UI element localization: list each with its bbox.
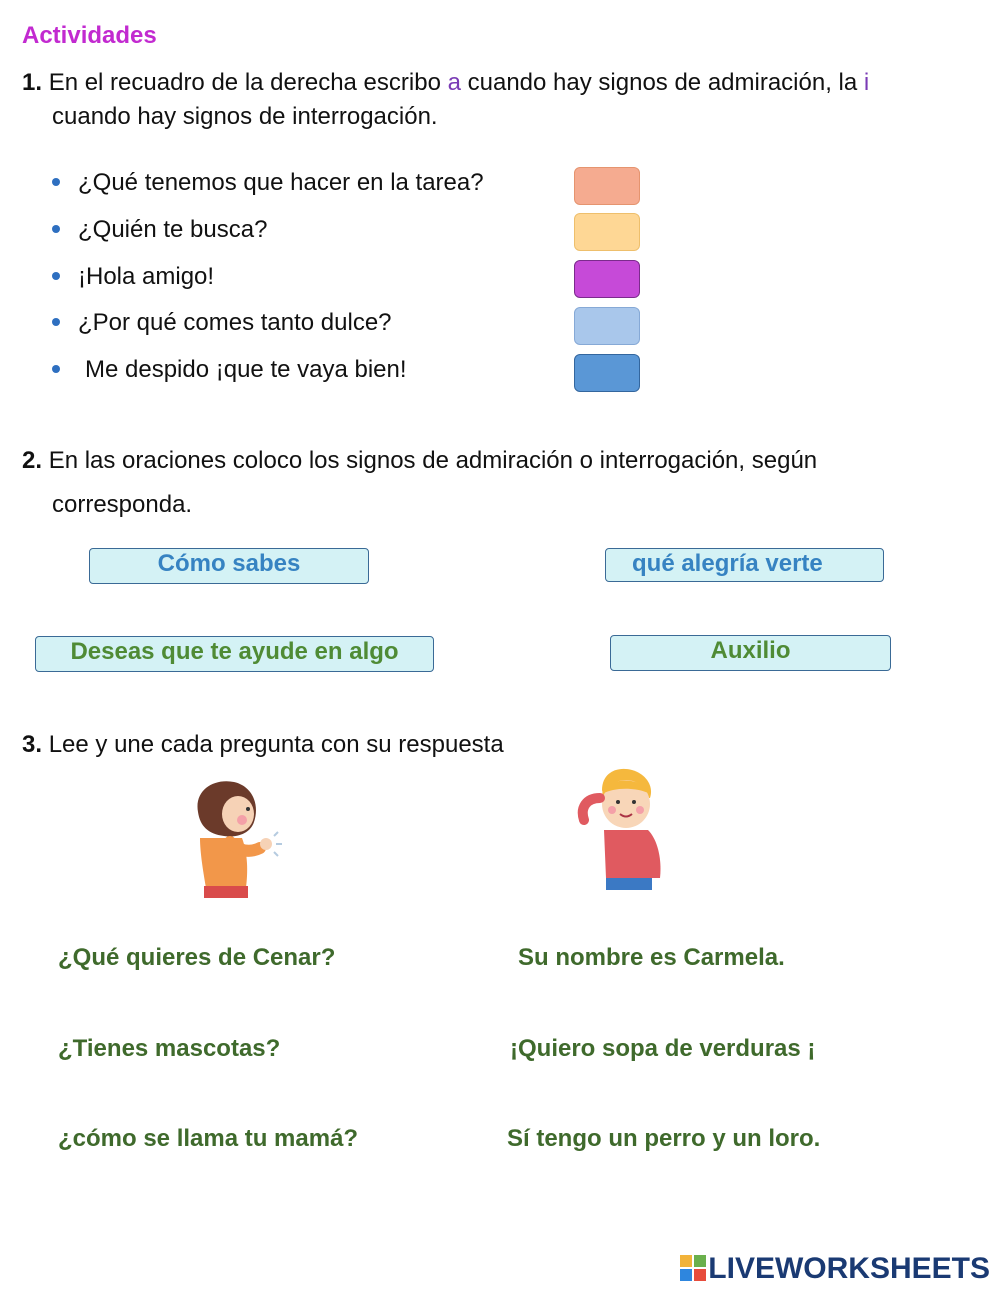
answer-box-4[interactable] — [574, 307, 640, 345]
q1-item — [52, 168, 484, 198]
answer-box-3[interactable] — [574, 260, 640, 298]
q1-text-3: cuando hay signos de interrogación. — [52, 103, 438, 130]
sentence-box-2[interactable]: qué alegría verte — [605, 548, 884, 582]
question-2[interactable]: ¿Tienes mascotas? — [58, 1035, 281, 1062]
q2-instruction — [22, 444, 817, 478]
liveworksheets-logo — [680, 1252, 990, 1286]
sentence-box-4[interactable]: Auxilio — [610, 635, 891, 671]
answer-box-2[interactable] — [574, 213, 640, 251]
q2-text-2: corresponda. — [52, 491, 193, 518]
q3-text: Lee y une cada pregunta con su respuesta — [48, 731, 504, 758]
question-3[interactable]: ¿cómo se llama tu mamá? — [58, 1125, 359, 1152]
answer-2[interactable]: ¡Quiero sopa de verduras ¡ — [510, 1035, 816, 1062]
q1-item — [52, 262, 214, 292]
q1-item-text: ¿Por qué comes tanto dulce? — [78, 309, 392, 336]
q1-item — [52, 215, 267, 245]
bullet-icon — [52, 272, 60, 280]
liveworksheets-logo-icon — [680, 1255, 706, 1281]
q1-text-1: En el recuadro de la derecha escribo — [48, 69, 441, 96]
bullet-icon — [52, 178, 60, 186]
answer-3[interactable]: Sí tengo un perro y un loro. — [507, 1125, 821, 1152]
q3-number: 3. — [22, 731, 43, 758]
boy-illustration — [576, 764, 672, 892]
q3-instruction — [22, 728, 504, 762]
answer-1[interactable]: Su nombre es Carmela. — [518, 944, 785, 971]
q1-instruction — [22, 66, 982, 100]
bullet-icon — [52, 318, 60, 326]
q1-item-text: ¿Qué tenemos que hacer en la tarea? — [78, 169, 484, 196]
page-title: Actividades — [22, 22, 157, 49]
q1-item — [52, 355, 407, 385]
sentence-box-1[interactable]: Cómo sabes — [89, 548, 369, 584]
q1-letter-a: a — [447, 69, 461, 96]
sentence-box-3[interactable]: Deseas que te ayude en algo — [35, 636, 434, 672]
q1-item-text: Me despido ¡que te vaya bien! — [85, 356, 407, 383]
logo-text: LIVEWORKSHEETS — [708, 1252, 990, 1285]
q1-text-2: cuando hay signos de admiración, la — [467, 69, 858, 96]
bullet-icon — [52, 225, 60, 233]
girl-illustration — [190, 776, 290, 900]
bullet-icon — [52, 365, 60, 373]
q1-item-text: ¡Hola amigo! — [78, 263, 215, 290]
q1-number: 1. — [22, 69, 43, 96]
q1-item — [52, 308, 392, 338]
q2-number: 2. — [22, 447, 43, 474]
q1-item-text: ¿Quién te busca? — [78, 216, 268, 243]
answer-box-1[interactable] — [574, 167, 640, 205]
answer-box-5[interactable] — [574, 354, 640, 392]
q2-text-1: En las oraciones coloco los signos de admiración o interrogación, según — [48, 447, 818, 474]
question-1[interactable]: ¿Qué quieres de Cenar? — [58, 944, 336, 971]
q1-letter-i: i — [863, 69, 870, 96]
